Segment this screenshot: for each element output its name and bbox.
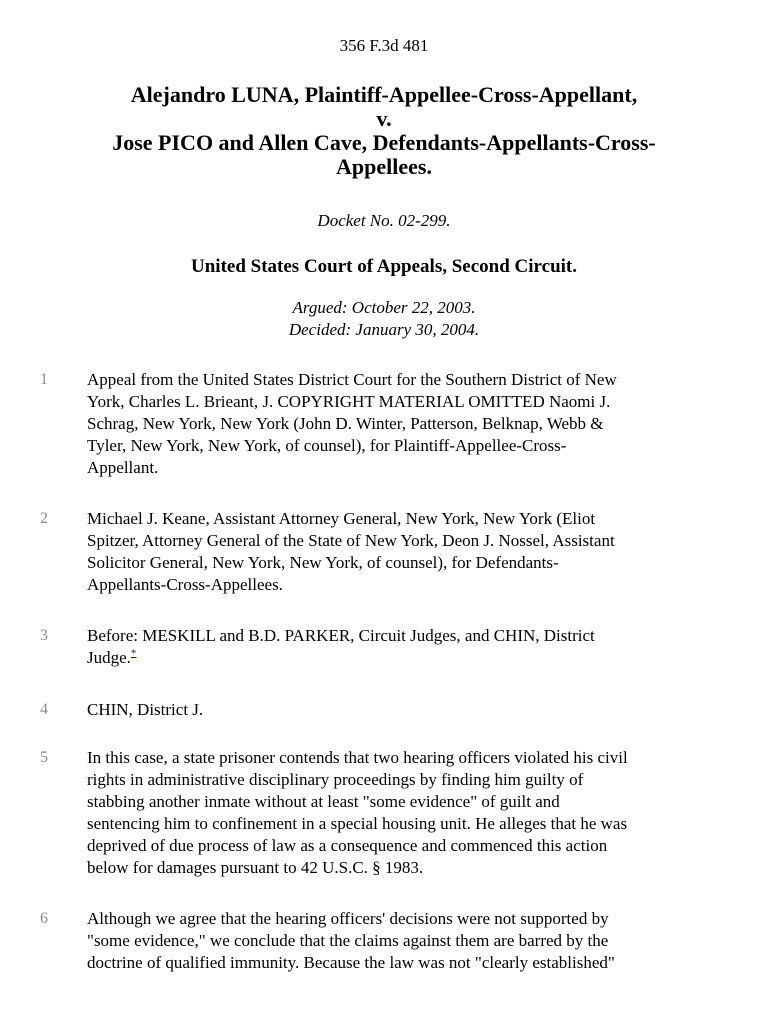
text-line: rights in administrative disciplinary proceedings by finding him guilty of	[87, 770, 584, 789]
caption-defendants: Jose PICO and Allen Cave, Defendants-Appellants-Cross-	[112, 130, 656, 155]
paragraph-number: 5	[40, 749, 48, 766]
docket-number: Docket No. 02-299.	[317, 211, 451, 230]
text-line: doctrine of qualified immunity. Because the law was not "clearly established"	[87, 953, 615, 972]
case-dates	[0, 297, 768, 341]
text-line: deprived of due process of law as a consequence and commenced this action	[87, 836, 608, 855]
text-line: Tyler, New York, New York, of counsel), for Plaintiff-Appellee-Cross-	[87, 436, 567, 455]
caption-defendants-cont: Appellees.	[336, 154, 432, 179]
caption-plaintiff: Alejandro LUNA, Plaintiff-Appellee-Cross-Appellant,	[130, 82, 638, 107]
text-line: stabbing another inmate without at least "some evidence" of guilt and	[87, 792, 560, 811]
paragraph-text	[87, 747, 727, 879]
court-name: United States Court of Appeals, Second Circuit.	[191, 256, 577, 277]
text-line: Appellants-Cross-Appellees.	[87, 575, 283, 594]
text-line: Michael J. Keane, Assistant Attorney General, New York, New York (Eliot	[87, 509, 596, 528]
text-line: CHIN, District J.	[87, 700, 204, 719]
text-line: "some evidence," we conclude that the claims against them are barred by the	[87, 931, 609, 950]
paragraph-number: 1	[40, 371, 48, 388]
text-line	[87, 647, 727, 669]
caption-versus: v.	[376, 106, 392, 131]
paragraph-text	[87, 908, 727, 974]
case-citation: 356 F.3d 481	[339, 36, 429, 55]
paragraph-text	[87, 625, 727, 669]
text-line: Appellant.	[87, 458, 159, 477]
paragraph-text	[87, 369, 727, 479]
text-line: In this case, a state prisoner contends that two hearing officers violated his civil	[87, 748, 628, 767]
text-line: sentencing him to confinement in a special housing unit. He alleges that he was	[87, 814, 628, 833]
paragraph-text	[87, 699, 727, 721]
text-line: Solicitor General, New York, New York, of counsel), for Defendants-	[87, 553, 559, 572]
footnote-link[interactable]: *	[130, 647, 137, 660]
paragraph-number: 6	[40, 910, 48, 927]
text-line: Although we agree that the hearing officers' decisions were not supported by	[87, 909, 609, 928]
text-line: below for damages pursuant to 42 U.S.C. § 1983.	[87, 858, 424, 877]
text-line: Before: MESKILL and B.D. PARKER, Circuit Judges, and CHIN, District	[87, 626, 595, 645]
decided-date: Decided: January 30, 2004.	[288, 320, 480, 339]
text-line: Spitzer, Attorney General of the State of New York, Deon J. Nossel, Assistant	[87, 531, 615, 550]
text-line: York, Charles L. Brieant, J. COPYRIGHT MATERIAL OMITTED Naomi J.	[87, 392, 611, 411]
paragraph-number: 2	[40, 510, 48, 527]
text-line: Schrag, New York, New York (John D. Winter, Patterson, Belknap, Webb &	[87, 414, 604, 433]
text-line: Appeal from the United States District Court for the Southern District of New	[87, 370, 617, 389]
text-fragment: Judge.	[87, 648, 131, 667]
case-caption	[40, 83, 728, 179]
argued-date: Argued: October 22, 2003.	[292, 298, 476, 317]
paragraph-number: 3	[40, 627, 48, 644]
paragraph-number: 4	[40, 701, 48, 718]
paragraph-text	[87, 508, 727, 596]
